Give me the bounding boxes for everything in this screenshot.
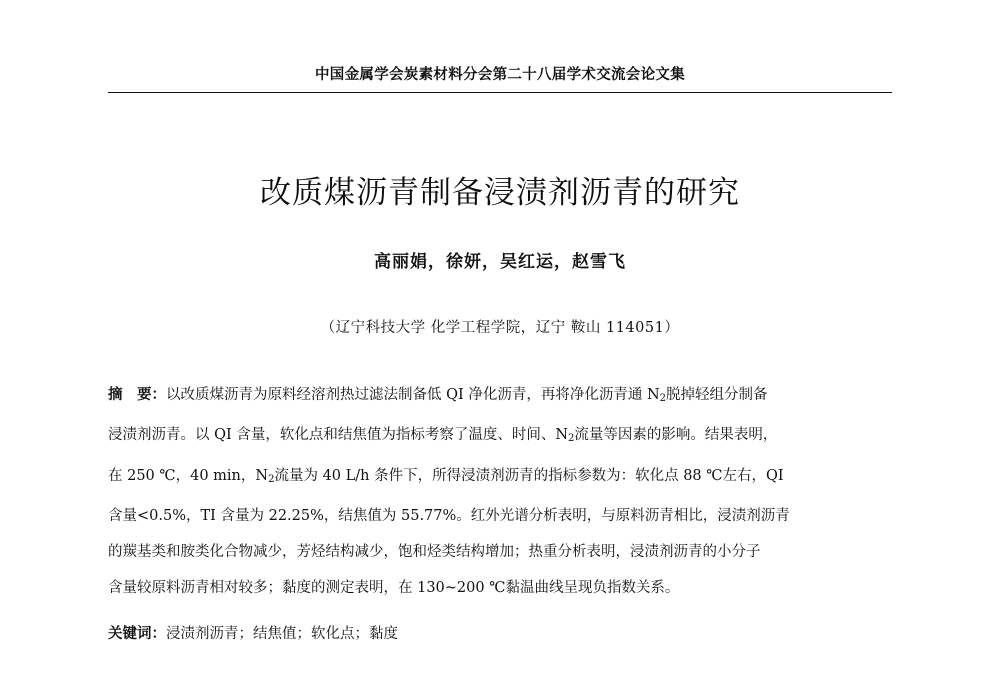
header-rule (108, 92, 892, 93)
abstract-text: 浸渍剂沥青。以 QI 含量，软化点和结焦值为指标考察了温度、时间、N (108, 427, 569, 444)
abstract-line: 含量<0.5%，TI 含量为 22.25%，结焦值为 55.77%。红外光谱分析表明，与原料沥青相比，浸渍剂沥青 (108, 507, 790, 524)
running-header: 中国金属学会炭素材料分会第二十八届学术交流会论文集 (315, 67, 685, 83)
abstract-line: 含量较原料沥青相对较多；黏度的测定表明，在 130~200 ℃黏温曲线呈现负指数关系。 (108, 580, 680, 597)
abstract (108, 377, 894, 607)
keywords-label: 关键词： (108, 626, 166, 642)
abstract-line (108, 377, 894, 417)
abstract-text: 脱掉轻组分制备 (666, 387, 768, 403)
subscript: 2 (568, 433, 575, 445)
abstract-label: 摘 要： (108, 387, 166, 403)
abstract-line (108, 458, 894, 498)
abstract-line (108, 417, 894, 457)
keywords-text: 浸渍剂沥青；结焦值；软化点；黏度 (166, 626, 398, 642)
keywords (108, 622, 894, 643)
abstract-text: 在 250 ℃，40 min，N (108, 467, 269, 484)
abstract-text: 以改质煤沥青为原料经溶剂热过滤法制备低 QI 净化沥青，再将净化沥青通 N (166, 387, 660, 403)
paper-title: 改质煤沥青制备浸渍剂沥青的研究 (260, 175, 740, 211)
abstract-text: 流量为 40 L/h 条件下，所得浸渍剂沥青的指标参数为：软化点 88 ℃左右，QI (274, 467, 784, 484)
author-list: 高丽娟，徐妍，吴红运，赵雪飞 (374, 252, 626, 272)
affiliation: （辽宁科技大学 化学工程学院，辽宁 鞍山 114051） (320, 320, 680, 336)
abstract-text: 流量等因素的影响。结果表明， (574, 427, 778, 444)
subscript: 2 (268, 473, 275, 485)
subscript: 2 (659, 393, 667, 404)
abstract-line: 的羰基类和胺类化合物减少，芳烃结构减少，饱和烃类结构增加；热重分析表明，浸渍剂沥青的小分子 (108, 544, 761, 561)
